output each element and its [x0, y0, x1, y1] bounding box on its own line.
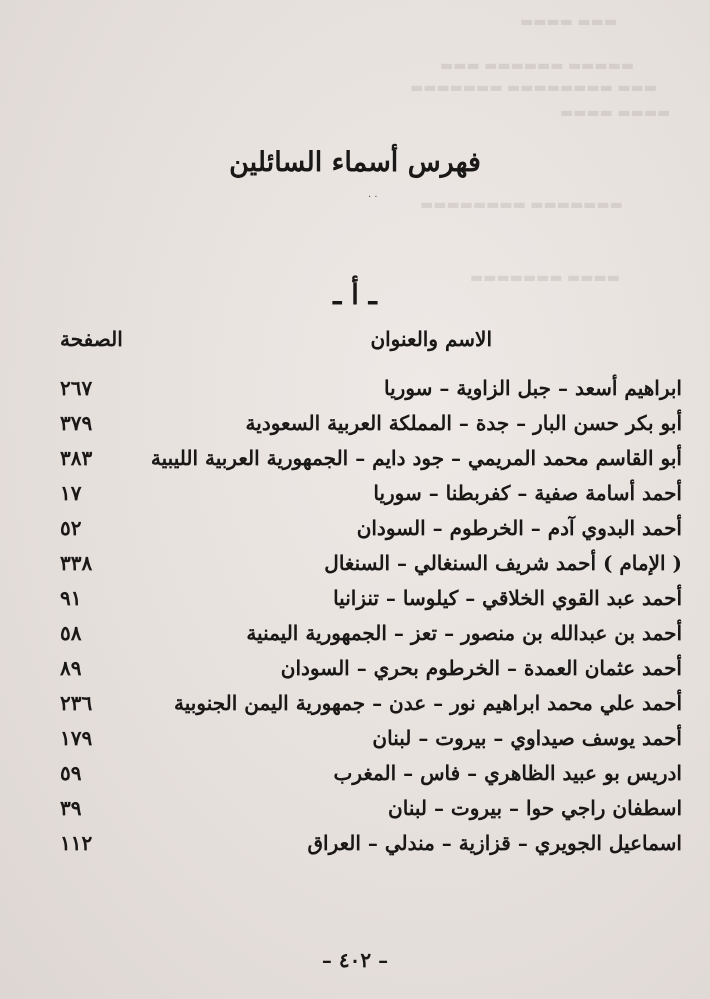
column-headers [60, 322, 682, 356]
entry-name: أبو القاسم محمد المريمي – جود دايم – الجمهورية العربية الليبية [150, 445, 682, 470]
index-entry [60, 405, 682, 440]
index-entry [60, 580, 682, 615]
entry-page: ١٧ [60, 480, 82, 505]
index-entry [60, 755, 682, 790]
entry-page: ٥٢ [60, 515, 82, 540]
entry-name: أحمد عبد القوي الخلاقي – كيلوسا – تنزانيا [333, 585, 682, 610]
index-entry [60, 790, 682, 825]
entry-page: ٣٩ [60, 795, 82, 820]
entry-page: ٢٦٧ [60, 375, 93, 400]
entry-name: أحمد بن عبدالله بن منصور – تعز – الجمهورية اليمنية [246, 620, 682, 645]
index-entry [60, 825, 682, 860]
entry-page: ٥٩ [60, 760, 82, 785]
entry-name: ادريس بو عبيد الظاهري – فاس – المغرب [333, 760, 682, 785]
entry-name: أحمد يوسف صيداوي – بيروت – لبنان [372, 725, 682, 750]
index-entry [60, 615, 682, 650]
entry-page: ١٧٩ [60, 725, 93, 750]
show-through-text: ▬▬▬▬ ▬▬▬▬ [560, 105, 671, 121]
entry-name: أحمد عثمان العمدة – الخرطوم بحري – السودان [280, 655, 682, 680]
entry-name: ابراهيم أسعد – جبل الزاوية – سوريا [384, 375, 682, 400]
show-through-text: ▬▬▬▬▬▬▬ ▬▬▬▬▬▬▬▬ [420, 197, 623, 213]
section-letter: ـ أ ـ [333, 278, 377, 311]
entry-name: اسطفان راجي حوا – بيروت – لبنان [388, 795, 682, 820]
index-entry [60, 545, 682, 580]
show-through-text: ▬▬▬ ▬▬▬▬▬▬▬▬ ▬▬▬▬▬▬▬ [410, 80, 657, 96]
entry-page: ٣٧٩ [60, 410, 93, 435]
entry-name: ( الإمام ) أحمد شريف السنغالي – السنغال [324, 550, 682, 575]
index-entry [60, 510, 682, 545]
index-entry [60, 440, 682, 475]
title-ornament: · · [368, 192, 378, 203]
page-title: فهرس أسماء السائلين [229, 147, 481, 178]
index-entry [60, 685, 682, 720]
show-through-text: ▬▬▬ ▬▬▬▬ [520, 14, 618, 30]
index-entry [60, 370, 682, 405]
entry-name: اسماعيل الجويري – قزازية – مندلي – العراق [307, 830, 682, 855]
entry-page: ٢٣٦ [60, 690, 93, 715]
column-header-name: الاسم والعنوان [370, 327, 492, 351]
index-entry [60, 720, 682, 755]
column-header-page: الصفحة [60, 327, 123, 351]
entry-name: أحمد البدوي آدم – الخرطوم – السودان [356, 515, 682, 540]
entry-name: أحمد أسامة صفية – كفربطنا – سوريا [373, 480, 682, 505]
index-entry [60, 650, 682, 685]
entry-page: ٩١ [60, 585, 82, 610]
show-through-text: ▬▬▬▬▬ ▬▬▬▬▬▬ ▬▬▬ [440, 58, 635, 74]
entry-page: ٨٩ [60, 655, 82, 680]
page-number: – ٤٠٢ – [321, 948, 389, 972]
index-entry [60, 475, 682, 510]
entry-page: ١١٢ [60, 830, 93, 855]
entry-page: ٣٨٣ [60, 445, 93, 470]
entry-name: أحمد علي محمد ابراهيم نور – عدن – جمهورية اليمن الجنوبية [174, 690, 682, 715]
show-through-text: ▬▬▬▬ ▬▬▬▬▬▬▬ [470, 270, 620, 286]
entry-page: ٥٨ [60, 620, 82, 645]
index-list [60, 370, 682, 860]
entry-page: ٣٣٨ [60, 550, 93, 575]
entry-name: أبو بكر حسن البار – جدة – المملكة العربية السعودية [245, 410, 682, 435]
